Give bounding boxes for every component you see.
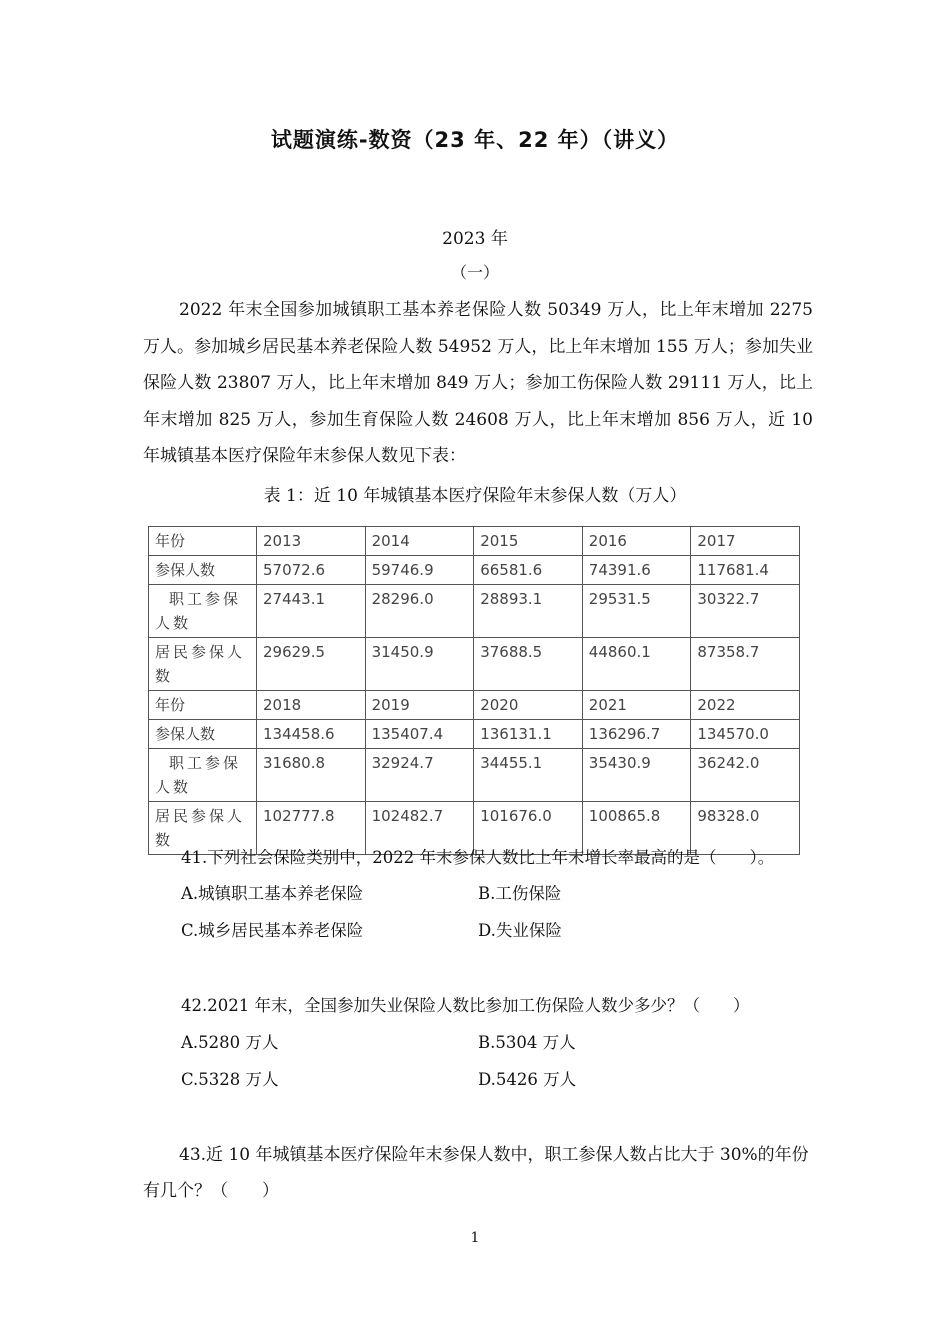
table-cell: 28893.1: [474, 585, 583, 638]
table-cell: 134458.6: [257, 720, 366, 749]
row-label: 年份: [149, 691, 257, 720]
question-42-stem: 42.2021 年末，全国参加失业保险人数比参加工伤保险人数少多少？（ ）: [181, 996, 750, 1015]
section-year: 2023 年: [442, 229, 508, 249]
table-cell: 2013: [257, 527, 366, 556]
question-42-option-b: B.5304 万人: [478, 1033, 576, 1052]
table-cell: 2015: [474, 527, 583, 556]
table-cell: 2014: [365, 527, 474, 556]
table-row-resident: [149, 638, 800, 691]
table-cell: 44860.1: [582, 638, 691, 691]
table-cell: 101676.0: [474, 802, 583, 855]
table-cell: 98328.0: [691, 802, 800, 855]
question-41-option-c: C.城乡居民基本养老保险: [181, 921, 364, 940]
table-cell: 2017: [691, 527, 800, 556]
table-cell: 2020: [474, 691, 583, 720]
table-cell: 29629.5: [257, 638, 366, 691]
table-cell: 27443.1: [257, 585, 366, 638]
table-cell: 34455.1: [474, 749, 583, 802]
row-label: 参保人数: [149, 720, 257, 749]
table-row-year: [149, 527, 800, 556]
table-row-year: [149, 691, 800, 720]
page-number: 1: [470, 1230, 480, 1246]
table-cell: 135407.4: [365, 720, 474, 749]
table-cell: 28296.0: [365, 585, 474, 638]
table-cell: 2019: [365, 691, 474, 720]
table-cell: 117681.4: [691, 556, 800, 585]
table-cell: 102777.8: [257, 802, 366, 855]
row-label: 居民参保人数: [149, 638, 257, 691]
table-cell: 35430.9: [582, 749, 691, 802]
row-label: 职工参保人数: [149, 585, 257, 638]
table-cell: 87358.7: [691, 638, 800, 691]
table-cell: 32924.7: [365, 749, 474, 802]
table-cell: 2021: [582, 691, 691, 720]
table-caption: 表 1：近 10 年城镇基本医疗保险年末参保人数（万人）: [263, 486, 687, 506]
question-42-option-d: D.5426 万人: [478, 1070, 577, 1089]
table-cell: 66581.6: [474, 556, 583, 585]
table-cell: 30322.7: [691, 585, 800, 638]
table-cell: 2018: [257, 691, 366, 720]
table-cell: 74391.6: [582, 556, 691, 585]
table-row-employee: [149, 749, 800, 802]
insurance-table: [148, 526, 800, 855]
question-41-option-b: B.工伤保险: [478, 884, 562, 903]
table-cell: 134570.0: [691, 720, 800, 749]
table-cell: 59746.9: [365, 556, 474, 585]
table-cell: 102482.7: [365, 802, 474, 855]
table-cell: 2016: [582, 527, 691, 556]
table-cell: 136131.1: [474, 720, 583, 749]
table-cell: 29531.5: [582, 585, 691, 638]
question-41-stem: 41.下列社会保险类别中，2022 年末参保人数比上年末增长率最高的是（ ）。: [181, 848, 775, 867]
table-row-total: [149, 720, 800, 749]
row-label: 职工参保人数: [149, 749, 257, 802]
table-cell: 100865.8: [582, 802, 691, 855]
question-43-stem: 43.近 10 年城镇基本医疗保险年末参保人数中，职工参保人数占比大于 30%的年份有几个？（ ）: [143, 1145, 809, 1201]
table-cell: 136296.7: [582, 720, 691, 749]
table-row-total: [149, 556, 800, 585]
row-label: 参保人数: [149, 556, 257, 585]
question-42-option-a: A.5280 万人: [181, 1033, 279, 1052]
intro-paragraph: 2022 年末全国参加城镇职工基本养老保险人数 50349 万人，比上年末增加 2275 万人。参加城乡居民基本养老保险人数 54952 万人，比上年末增加 155 万人；参加失业保险人数 23807 万人，比上年末增加 849 万人；参加工伤保险人数 29111 万人，比上年末增加 825 万人，参加生育保险人数 24608 万人，比上年末增加 856 万人，近 10 年城镇基本医疗保险年末参保人数见下表：: [143, 300, 813, 467]
document-title: 试题演练-数资（23 年、22 年）（讲义）: [270, 128, 680, 152]
table-cell: 31680.8: [257, 749, 366, 802]
table-row-employee: [149, 585, 800, 638]
table-cell: 57072.6: [257, 556, 366, 585]
table-cell: 37688.5: [474, 638, 583, 691]
question-41-option-a: A.城镇职工基本养老保险: [181, 884, 364, 903]
table-cell: 31450.9: [365, 638, 474, 691]
row-label: 年份: [149, 527, 257, 556]
table-cell: 36242.0: [691, 749, 800, 802]
row-label: 居民参保人数: [149, 802, 257, 855]
question-42-option-c: C.5328 万人: [181, 1070, 279, 1089]
question-41-option-d: D.失业保险: [478, 921, 562, 940]
section-subtitle: （一）: [450, 263, 499, 282]
table-cell: 2022: [691, 691, 800, 720]
